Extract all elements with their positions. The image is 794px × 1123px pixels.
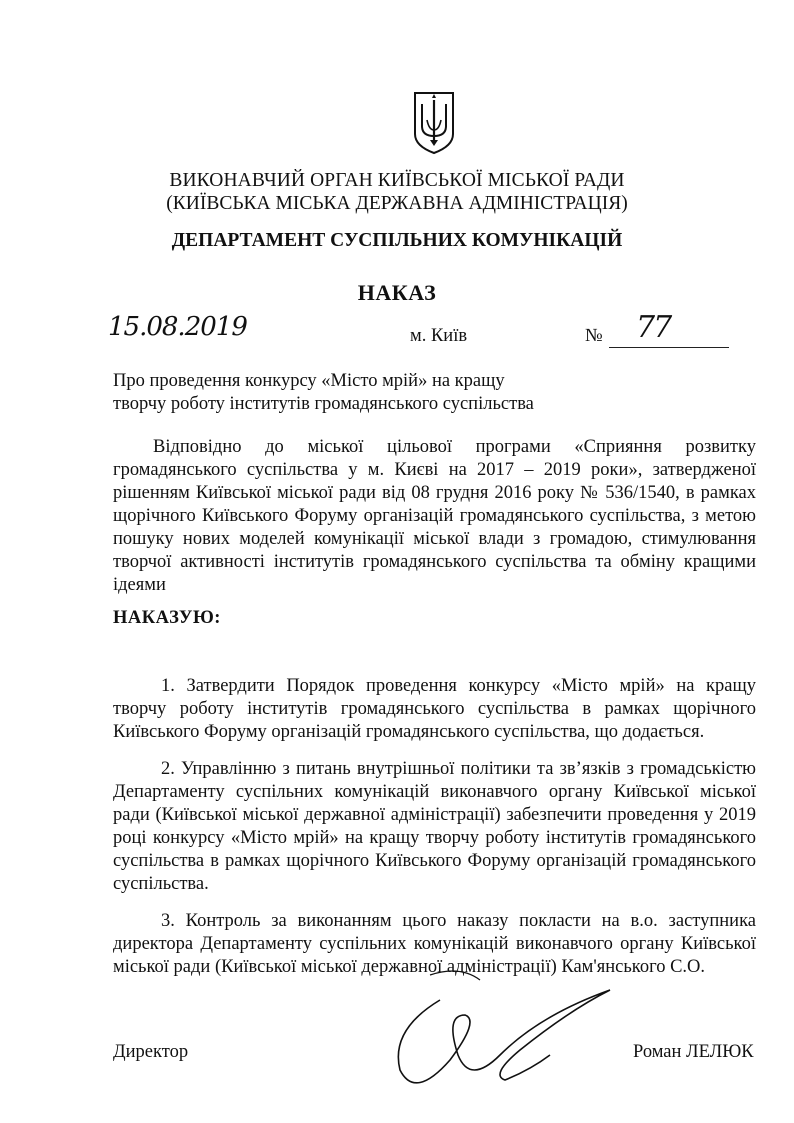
order-item-text: 3. Контроль за виконанням цього наказу покласти на в.о. заступника директора Департаменту суспільних комунікацій виконавчого органу Київської міської ради (Київської міської державної адміністрації) Кам'янського С.О.	[113, 911, 756, 977]
organization-name: ВИКОНАВЧИЙ ОРГАН КИЇВСЬКОЇ МІСЬКОЇ РАДИ	[169, 170, 625, 191]
handwritten-number: 77	[636, 310, 671, 345]
order-item	[113, 675, 756, 744]
signatory-role: Директор	[113, 1042, 189, 1062]
department-name: ДЕПАРТАМЕНТ СУСПІЛЬНИХ КОМУНІКАЦІЙ	[171, 230, 623, 251]
order-item-text: 2. Управлінню з питань внутрішньої політики та зв’язків з громадськістю Департаменту суспільних комунікацій виконавчого органу Київської міської ради (Київської міської державної адміністрації) забезпечити проведення у 2019 році конкурсу «Місто мрій» на кращу творчу роботу інститутів громадянського суспільства в рамках щорічного Київського Форуму організацій громадянського суспільства.	[113, 759, 756, 894]
city: м. Київ	[410, 326, 468, 346]
preamble-paragraph	[113, 436, 756, 597]
order-item	[113, 758, 756, 896]
handwritten-signature	[370, 960, 630, 1100]
subject-line: творчу роботу інститутів громадянського суспільства	[113, 394, 534, 414]
order-item-text: 1. Затвердити Порядок проведення конкурсу «Місто мрій» на кращу творчу роботу інститутів громадянського суспільства в рамках щорічного Київського Форуму організацій громадянського суспільства, що додається.	[113, 676, 756, 742]
order-subject	[113, 370, 633, 416]
trident-coat-of-arms-icon	[412, 90, 456, 156]
document-type: НАКАЗ	[357, 280, 437, 305]
order-word: НАКАЗУЮ:	[113, 608, 221, 628]
handwritten-date: 15.08.2019	[108, 312, 247, 342]
organization-name-alt: (КИЇВСЬКА МІСЬКА ДЕРЖАВНА АДМІНІСТРАЦІЯ)	[166, 193, 628, 214]
number-label: №	[585, 326, 603, 346]
subject-line: Про проведення конкурсу «Місто мрій» на кращу	[113, 371, 505, 391]
number-underline	[609, 347, 729, 348]
preamble-text: Відповідно до міської цільової програми «Сприяння розвитку громадянського суспільства у м. Києві на 2017 – 2019 роки», затвердженої рішенням Київської міської ради від 08 грудня 2016 року № 536/1540, в рамках щорічного Київського Форуму організацій громадянського суспільства, з метою пошуку нових моделей комунікації міської влади з громадою, стимулювання творчої активності інститутів громадянського суспільства та обміну кращими ідеями	[113, 437, 756, 595]
signatory-name: Роман ЛЕЛЮК	[633, 1042, 754, 1062]
